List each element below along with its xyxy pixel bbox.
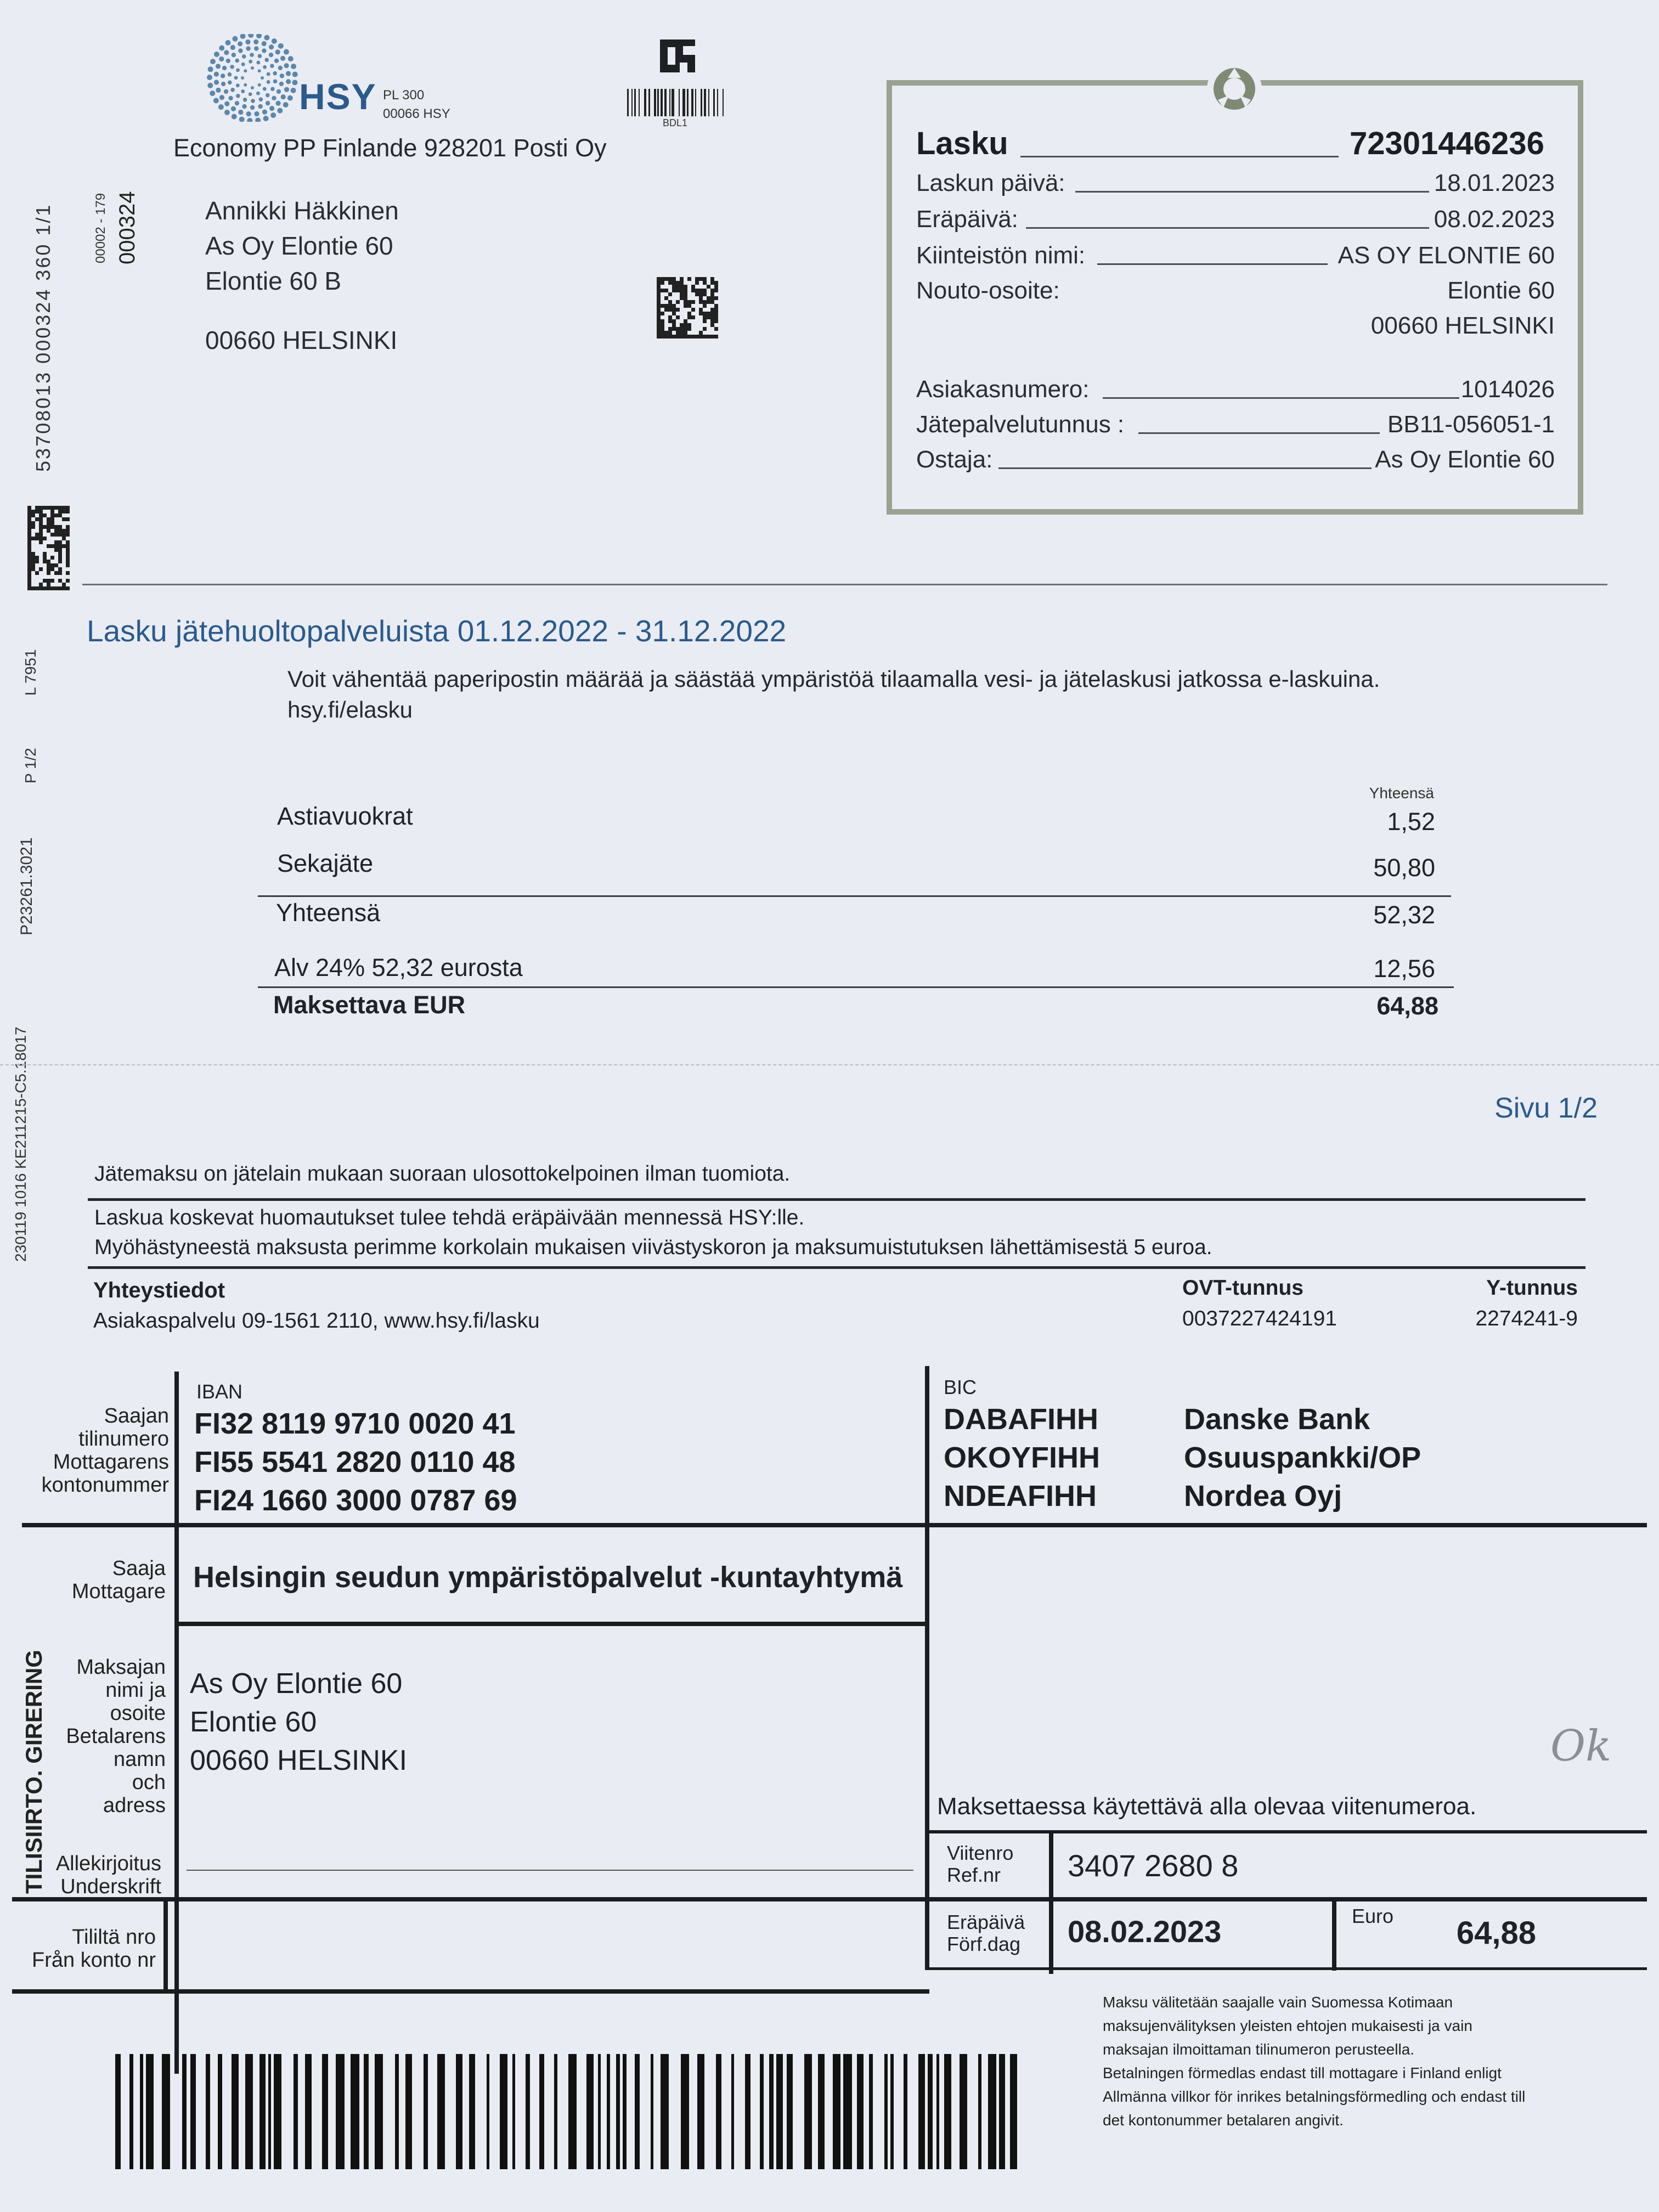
due-date-label: Eräpäivä: bbox=[916, 206, 1018, 233]
giro-side-label: TILISIIRTO. GIRERING bbox=[21, 1650, 47, 1894]
vat-label: Alv 24% 52,32 eurosta bbox=[274, 953, 523, 981]
bic: OKOYFIHH bbox=[944, 1441, 1101, 1474]
property-name: AS OY ELONTIE 60 bbox=[1338, 242, 1555, 269]
iban: FI55 5541 2820 0110 48 bbox=[194, 1446, 516, 1479]
side-code-6: P23261.3021 bbox=[18, 837, 36, 935]
giro-due-date: 08.02.2023 bbox=[1068, 1914, 1222, 1949]
customer-number: 1014026 bbox=[1460, 376, 1555, 403]
ytunnus-label: Y-tunnus bbox=[1486, 1276, 1578, 1300]
buyer: As Oy Elontie 60 bbox=[1375, 446, 1555, 473]
service-id: BB11-056051-1 bbox=[1387, 411, 1555, 438]
recipient-line2: As Oy Elontie 60 bbox=[205, 232, 393, 260]
iban-list bbox=[194, 1404, 517, 1520]
bic-label: BIC bbox=[944, 1376, 977, 1398]
side-code-3: 000324 bbox=[115, 191, 139, 264]
charge-label: Astiavuokrat bbox=[277, 802, 413, 830]
bank: Nordea Oyj bbox=[1184, 1480, 1342, 1513]
recipient-line4: 00660 HELSINKI bbox=[205, 326, 398, 354]
sort-barcode-icon bbox=[627, 89, 729, 119]
late-payment-note: Myöhästyneestä maksusta perimme korkolain mukaisen viivästyskoron ja maksumuistutuksen lähettämisestä 5 euroa. bbox=[94, 1235, 1212, 1259]
invoice-date: 18.01.2023 bbox=[1434, 170, 1555, 196]
invoice-date-label: Laskun päivä: bbox=[916, 170, 1065, 196]
payer-label: Maksajan nimi ja osoite Betalarens namn och adress bbox=[66, 1656, 166, 1817]
payer-line: 00660 HELSINKI bbox=[190, 1745, 408, 1776]
bank: Osuuspankki/OP bbox=[1184, 1441, 1421, 1474]
recipient-line3: Elontie 60 B bbox=[205, 267, 342, 295]
euro-label: Euro bbox=[1352, 1905, 1394, 1927]
invoice-number: 72301446236 bbox=[1350, 126, 1544, 161]
postage-line: Economy PP Finlande 928201 Posti Oy bbox=[173, 134, 607, 162]
e-invoice-link: hsy.fi/elasku bbox=[287, 697, 413, 723]
hsy-logo-icon bbox=[206, 34, 299, 122]
bank: Danske Bank bbox=[1184, 1403, 1370, 1436]
recipient-address bbox=[205, 193, 399, 358]
recycle-icon bbox=[1207, 61, 1262, 116]
side-code-4: L 7951 bbox=[22, 649, 39, 696]
sender-po-box: PL 300 bbox=[383, 88, 425, 103]
subtotal-label: Yhteensä bbox=[276, 899, 381, 927]
ytunnus-value: 2274241-9 bbox=[1475, 1307, 1578, 1330]
due-date: 08.02.2023 bbox=[1434, 206, 1555, 233]
e-invoice-notice: Voit vähentää paperipostin määrää ja säästää ympäristöä tilaamalla vesi- ja jätelaskusi jatkossa e-laskuina. bbox=[287, 666, 1380, 692]
sort-code: BDL1 bbox=[663, 117, 688, 128]
from-account-label: Tililtä nro Från konto nr bbox=[32, 1926, 156, 1972]
contact-text: Asiakaspalvelu 09-1561 2110, www.hsy.fi/lasku bbox=[93, 1309, 540, 1333]
payment-barcode-icon bbox=[115, 2054, 1020, 2169]
side-code-5: P 1/2 bbox=[22, 748, 39, 783]
iban: FI32 8119 9710 0020 41 bbox=[194, 1407, 516, 1440]
reference-number: 3407 2680 8 bbox=[1068, 1848, 1239, 1883]
invoice-period-heading: Lasku jätehuoltopalveluista 01.12.2022 - 31.12.2022 bbox=[87, 614, 787, 648]
buyer-label: Ostaja: bbox=[916, 446, 993, 473]
pickup-label: Nouto-osoite: bbox=[916, 277, 1060, 304]
page-indicator: Sivu 1/2 bbox=[1494, 1092, 1598, 1124]
bic: DABAFIHH bbox=[944, 1403, 1098, 1436]
payer-address bbox=[190, 1664, 407, 1780]
bic-list bbox=[944, 1400, 1100, 1515]
total-label: Maksettava EUR bbox=[273, 991, 466, 1019]
pickup-city: 00660 HELSINKI bbox=[1370, 312, 1555, 339]
reference-note: Maksettaessa käytettävä alla olevaa viitenumeroa. bbox=[937, 1793, 1477, 1820]
recipient-label: Saaja Mottagare bbox=[71, 1557, 166, 1603]
posti-logo-icon bbox=[656, 34, 699, 77]
charge-amount: 1,52 bbox=[1387, 808, 1435, 836]
payer-line: As Oy Elontie 60 bbox=[190, 1668, 403, 1700]
subtotal-amount: 52,32 bbox=[1373, 901, 1435, 929]
remarks-note: Laskua koskevat huomautukset tulee tehdä eräpäivään mennessä HSY:lle. bbox=[94, 1206, 805, 1229]
charges-column-header: Yhteensä bbox=[1369, 785, 1434, 802]
sender-postal: 00066 HSY bbox=[383, 106, 450, 121]
vat-amount: 12,56 bbox=[1373, 955, 1435, 983]
signature-line bbox=[187, 1870, 913, 1871]
giro-amount: 64,88 bbox=[1456, 1915, 1536, 1951]
invoice-title: Lasku bbox=[916, 126, 1008, 161]
footer-note: Maksu välitetään saajalle vain Suomessa Kotimaan maksujenvälityksen yleisten ehtojen mukaisesti ja vain maksajan ilmoittaman tilinumeron perusteella. Betalningen förmedlas endast till mottagare i Finland enligt Allmänna villkor för inrikes betalningsförmedling och endast till det kontonummer betalaren angivit. bbox=[1103, 1994, 1526, 2129]
due-label: Eräpäivä Förf.dag bbox=[947, 1911, 1025, 1955]
recipient-name: Annikki Häkkinen bbox=[205, 196, 399, 225]
signature-label: Allekirjoitus Underskrift bbox=[55, 1852, 161, 1898]
hsy-logo-text: HSY bbox=[299, 76, 377, 117]
account-label: Saajan tilinumero Mottagarens kontonummer bbox=[41, 1404, 169, 1497]
pickup-address: Elontie 60 bbox=[1447, 277, 1555, 304]
giro-recipient: Helsingin seudun ympäristöpalvelut -kuntayhtymä bbox=[193, 1561, 903, 1594]
iban-label: IBAN bbox=[196, 1380, 243, 1403]
service-id-label: Jätepalvelutunnus : bbox=[916, 411, 1125, 438]
side-code-2: 00002 - 179 bbox=[93, 193, 108, 263]
iban: FI24 1660 3000 0787 69 bbox=[194, 1484, 517, 1517]
property-label: Kiinteistön nimi: bbox=[916, 242, 1086, 269]
side-code-7: 230119 1016 KE211215-C5.18017 bbox=[12, 1026, 29, 1262]
customer-number-label: Asiakasnumero: bbox=[916, 376, 1090, 403]
payer-line: Elontie 60 bbox=[190, 1706, 317, 1738]
charge-label: Sekajäte bbox=[277, 849, 374, 877]
side-datamatrix-icon bbox=[27, 506, 74, 594]
contact-title: Yhteystiedot bbox=[93, 1278, 225, 1302]
total-amount: 64,88 bbox=[1376, 992, 1438, 1020]
ovt-label: OVT-tunnus bbox=[1182, 1276, 1304, 1300]
ref-label: Viitenro Ref.nr bbox=[947, 1842, 1014, 1886]
charge-amount: 50,80 bbox=[1373, 854, 1435, 882]
datamatrix-icon bbox=[657, 277, 723, 340]
side-code-1: 53708013 000324 360 1/1 bbox=[32, 203, 54, 472]
ovt-value: 0037227424191 bbox=[1182, 1307, 1337, 1330]
handwritten-ok: Ok bbox=[1550, 1722, 1612, 1771]
bic: NDEAFIHH bbox=[944, 1480, 1097, 1513]
enforcement-note: Jätemaksu on jätelain mukaan suoraan ulosottokelpoinen ilman tuomiota. bbox=[94, 1162, 791, 1186]
bank-list bbox=[1184, 1400, 1421, 1515]
